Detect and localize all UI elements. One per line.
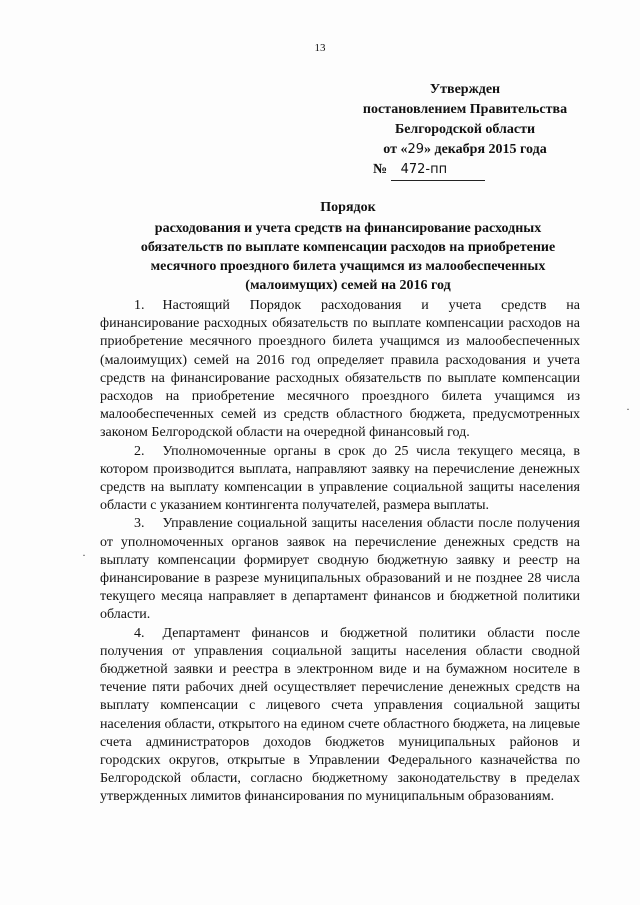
paragraph-number: 3. xyxy=(134,516,145,532)
paragraph-number: 4. xyxy=(134,625,145,641)
page-number: 13 xyxy=(314,42,326,54)
paragraph-text: Уполномоченные органы в срок до 25 числа текущего месяца, в котором производится выплата, направляют заявку на перечисление денежных средств на выплату компенсации в управление социальной защиты населения области с указанием контингента получателей, размера выплаты. xyxy=(100,443,580,514)
approval-line-resolution: постановлением Правительства xyxy=(362,102,568,117)
paragraph-2 xyxy=(100,443,580,516)
approval-date-suffix: » декабря 2015 года xyxy=(424,142,547,157)
paragraph-1 xyxy=(100,297,580,443)
approval-number-sign: № xyxy=(373,162,388,177)
scan-mark: · xyxy=(626,402,630,416)
title-line-2: обязательств по выплате компенсации расходов на приобретение xyxy=(140,240,556,255)
paragraph-4 xyxy=(100,625,580,807)
approval-number xyxy=(340,160,590,181)
title-line-3: месячного проездного билета учащимся из малообеспеченных xyxy=(150,259,546,274)
paragraph-text: Департамент финансов и бюджетной политики области после получения от управления социальной защиты населения области сводной бюджетной заявки и реестра в электронном виде и на бумажном носителе в течение пяти рабочих дней осуществляет перечисление денежных средств на выплату компенсации с лицевого счета управления социальной защиты населения области, открытого на едином счете областного бюджета, на лицевые счета администраторов доходов бюджетов муниципальных районов и городских округов, открытые в Управлении Федерального казначейства по Белгородской области, согласно бюджетному законодательству в пределах утвержденных лимитов финансирования по муниципальным образованиям. xyxy=(100,625,580,805)
paragraph-3 xyxy=(100,515,580,624)
title-line-4: (малоимущих) семей на 2016 год xyxy=(245,278,451,293)
approval-date-day: 29 xyxy=(407,142,425,157)
paragraph-text: Управление социальной защиты населения области после получения от уполномоченных органов заявок на перечисление денежных средств на выплату компенсации формирует сводную бюджетную заявку и реестр на финансирование в разрезе муниципальных образований и не позднее 28 числа текущего месяца направляет в департамент финансов и бюджетной политики области. xyxy=(100,516,580,623)
approval-number-value: 472-пп xyxy=(391,160,485,181)
paragraph-number: 2. xyxy=(134,443,145,459)
paragraph-text: Настоящий Порядок расходования и учета средств на финансирование расходных обязательств по выплате компенсации расходов на приобретение месячного проездного билета учащимся из малообеспеченных (малоимущих) семей на 2016 год определяет правила расходования и учета средств на финансирование расходных обязательств по выплате компенсации расходов на приобретение месячного проездного билета учащимся из малообеспеченных семей из средств областного бюджета, предусмотренных законом Белгородской области на очередной финансовый год. xyxy=(100,298,580,441)
approval-stamp xyxy=(340,80,590,181)
document-body xyxy=(100,297,580,807)
approval-date xyxy=(340,140,590,160)
title-line-1: расходования и учета средств на финансирование расходных xyxy=(154,221,542,236)
title-heading: Порядок xyxy=(320,200,376,215)
scan-mark: · xyxy=(82,548,86,562)
approval-line-approved: Утвержден xyxy=(429,82,501,97)
approval-line-region: Белгородской области xyxy=(394,122,536,137)
document-title xyxy=(120,198,576,295)
approval-date-prefix: от « xyxy=(383,142,408,157)
paragraph-number: 1. xyxy=(134,298,145,313)
